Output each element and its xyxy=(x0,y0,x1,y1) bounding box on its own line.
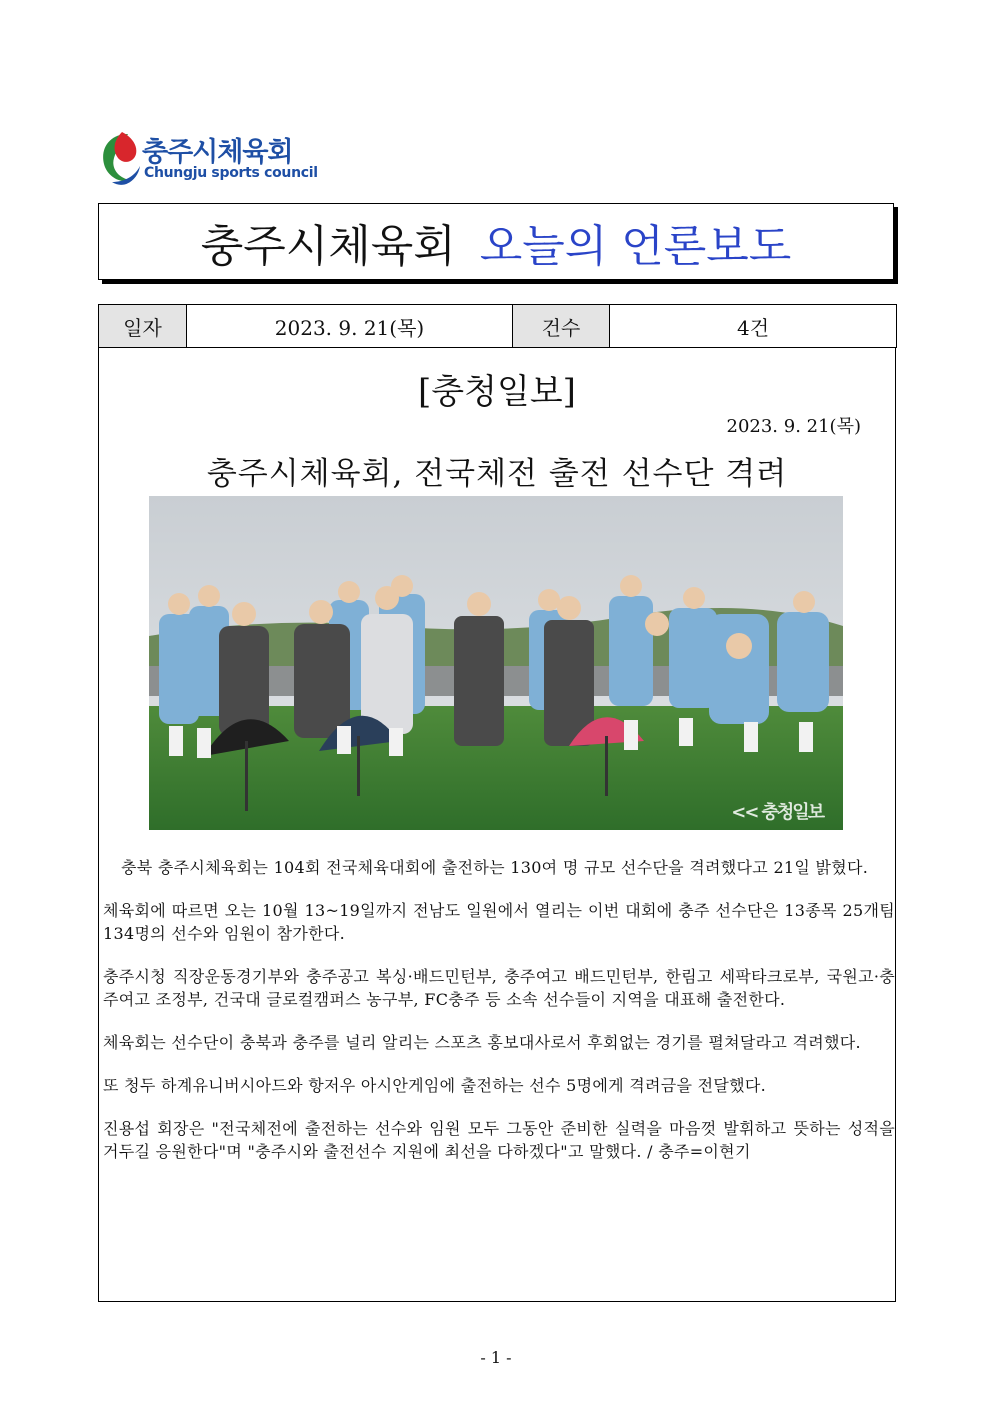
report-title-highlight: 오늘의 언론보도 xyxy=(479,220,792,272)
logo-english-name: Chungju sports council xyxy=(144,165,318,181)
team-photo-illustration xyxy=(149,496,843,830)
report-title-box xyxy=(98,203,894,280)
info-row xyxy=(99,305,897,348)
page-number: - 1 - xyxy=(480,1348,512,1367)
date-label: 일자 xyxy=(99,305,187,348)
article-body xyxy=(103,856,895,1183)
article-paragraph: 또 청두 하계유니버시아드와 항저우 아시안게임에 출전하는 선수 5명에게 격려금을 전달했다. xyxy=(103,1076,767,1095)
article-paragraph: 체육회는 선수단이 충북과 충주를 널리 알리는 스포츠 홍보대사로서 후회없는 경기를 펼쳐달라고 격려했다. xyxy=(103,1033,861,1052)
article-date: 2023. 9. 21(목) xyxy=(726,416,861,437)
article-photo xyxy=(149,496,843,830)
logo-korean-name: 충주시체육회 xyxy=(142,137,293,168)
council-logo xyxy=(98,128,318,190)
count-value: 4건 xyxy=(610,305,897,348)
article-paragraph: 체육회에 따르면 오는 10월 13~19일까지 전남도 일원에서 열리는 이번 대회에 충주 선수단은 13종목 25개팀 134명의 선수와 임원이 참가한다. xyxy=(103,901,895,943)
article-box xyxy=(98,348,896,1302)
info-table xyxy=(98,304,897,348)
article-paragraph: 진용섭 회장은 "전국체전에 출전하는 선수와 임원 모두 그동안 준비한 실력을 마음껏 발휘하고 뜻하는 성적을 거두길 응원한다"며 "충주시와 출전선수 지원에 최선을 다하겠다"고 말했다. / 충주=이현기 xyxy=(103,1119,895,1161)
council-emblem-icon xyxy=(98,128,142,190)
report-title-main: 충주시체육회 xyxy=(200,220,456,272)
watermark-text: 충청일보 xyxy=(761,802,823,823)
watermark-chevron-icon: << xyxy=(731,802,758,823)
article-paragraph: 충주시청 직장운동경기부와 충주공고 복싱·배드민턴부, 충주여고 배드민턴부, 한림고 세팍타크로부, 국원고·충주여고 조정부, 건국대 글로컬캠퍼스 농구부, FC충주 등 소속 선수들이 지역을 대표해 출전한다. xyxy=(103,967,895,1009)
article-paragraph: 충북 충주시체육회는 104회 전국체육대회에 출전하는 130여 명 규모 선수단을 격려했다고 21일 밝혔다. xyxy=(121,858,869,877)
photo-watermark xyxy=(731,798,827,824)
article-source: [충청일보] xyxy=(418,372,576,412)
date-value: 2023. 9. 21(목) xyxy=(187,305,513,348)
article-headline: 충주시체육회, 전국체전 출전 선수단 격려 xyxy=(206,456,788,492)
count-label: 건수 xyxy=(513,305,610,348)
